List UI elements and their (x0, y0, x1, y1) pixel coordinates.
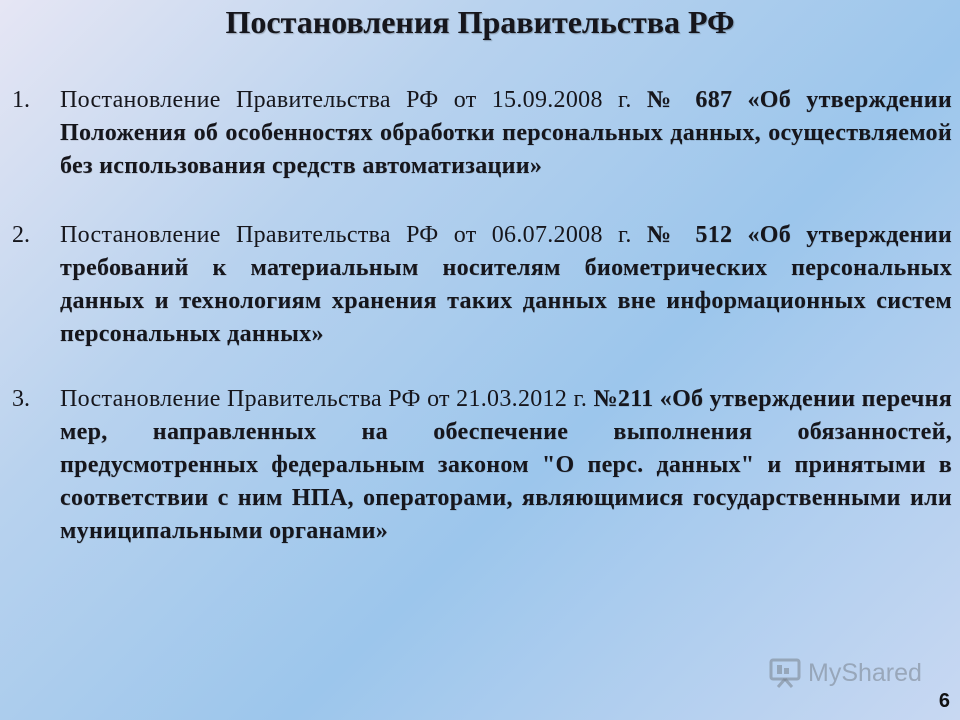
item-text (60, 84, 952, 183)
item-text (60, 383, 952, 548)
watermark (768, 656, 922, 690)
item-number: 2. (12, 222, 30, 248)
presentation-board-icon (768, 656, 802, 690)
decree-lead: Постановление Правительства РФ от 21.03.2012 г. (60, 386, 594, 412)
decree-body: №211 «Об утверждении перечня мер, направленных на обеспечение выполнения обязанностей, предусмотренных федеральным законом "О перс. данных" и принятыми в соответствии с ним НПА, операторами, являющимися государственными или муниципальными органами» (60, 386, 953, 544)
decree-body: № 512 «Об утверждении требований к материальным носителям биометрических персональных данных и технологиям хранения таких данных вне информационных систем персональных данных» (60, 222, 953, 347)
item-text (60, 219, 952, 351)
page-number: 6 (938, 690, 950, 712)
item-number: 1. (12, 87, 30, 113)
decree-body: № 687 «Об утверждении Положения об особенностях обработки персональных данных, осуществляемой без использования средств автоматизации» (60, 87, 953, 179)
decree-lead: Постановление Правительства РФ от 06.07.2008 г. (60, 222, 647, 248)
list-item (12, 219, 952, 351)
decree-list (12, 84, 952, 584)
item-number: 3. (12, 386, 30, 412)
list-item (12, 383, 952, 548)
watermark-text: MyShared (808, 658, 922, 687)
slide-title: Постановления Правительства РФ (225, 4, 735, 40)
list-item (12, 84, 952, 183)
decree-lead: Постановление Правительства РФ от 15.09.2008 г. (60, 87, 647, 113)
